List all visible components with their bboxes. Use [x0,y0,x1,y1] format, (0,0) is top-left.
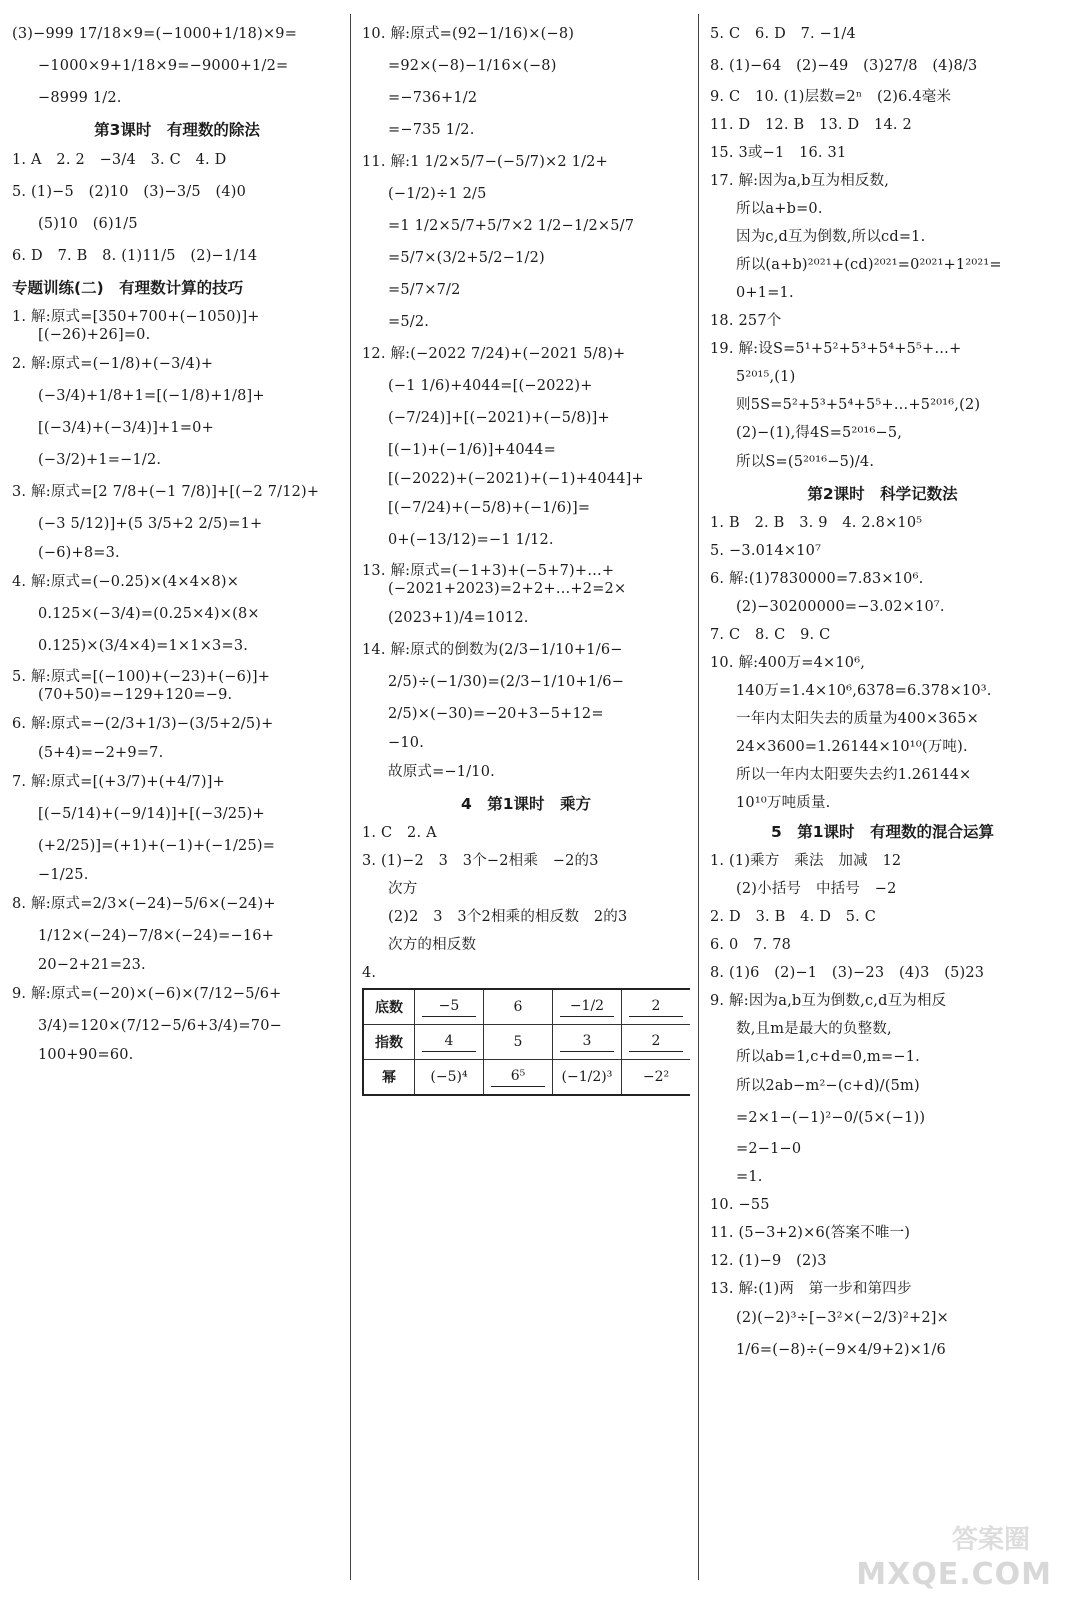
cell-value: −1/2 [560,998,614,1017]
table-cell [415,1060,484,1096]
section-heading-mixed-operations: 5 第1课时 有理数的混合运算 [770,823,995,841]
answer-line: (−7/24)]+[(−2021)+(−5/8)]+ [388,410,610,426]
answer-line: (2)小括号 中括号 −2 [736,881,897,897]
table-cell [483,1060,552,1096]
answer-line: (−3/2)+1=−1/2. [38,452,162,468]
section-heading-special-training: 专题训练(二) 有理数计算的技巧 [12,279,244,297]
answer-line: 3. (1)−2 3 3个−2相乘 −2的3 [362,853,599,869]
cell-value: 5 [513,1034,523,1050]
answer-line: 11. 解:1 1/2×5/7−(−5/7)×2 1/2+ [362,154,608,170]
answer-line: 6. D 7. B 8. (1)11/5 (2)−1/14 [12,248,258,264]
table-cell [483,989,552,1025]
watermark-logo: 答案圈 [951,1525,1030,1555]
answer-line: 12. 解:(−2022 7/24)+(−2021 5/8)+ [362,346,626,362]
answer-line: [(−7/24)+(−5/8)+(−1/6)]= [388,500,591,516]
answer-line: 2. 解:原式=(−1/8)+(−3/4)+ [12,356,214,372]
answer-line: (5)10 (6)1/5 [38,216,138,232]
answer-line: −1000×9+1/18×9=−9000+1/2= [38,58,289,74]
answer-line: 次方 [388,881,418,897]
answer-line: 所以(a+b)²⁰²¹+(cd)²⁰²¹=0²⁰²¹+1²⁰²¹= [736,257,1002,273]
table-cell [415,989,484,1025]
answer-line: 11. (5−3+2)×6(答案不唯一) [710,1225,911,1241]
table-row [363,1025,690,1060]
answer-line: 0+1=1. [736,285,794,301]
column-middle [362,14,690,1580]
cell-value: 2 [629,998,683,1017]
answer-line: 8. 解:原式=2/3×(−24)−5/6×(−24)+ [12,896,276,912]
answer-line: (2)(−2)³÷[−3²×(−2/3)²+2]× [736,1310,949,1326]
answer-line: 一年内太阳失去的质量为400×365× [736,711,979,727]
cell-value: 3 [560,1033,614,1052]
answer-line: 15. 3或−1 16. 31 [710,145,847,161]
answer-line: 14. 解:原式的倒数为(2/3−1/10+1/6− [362,642,623,658]
answer-line: 数,且m是最大的负整数, [736,1021,892,1037]
answer-line: (70+50)=−129+120=−9. [38,687,233,703]
table-row [363,989,690,1025]
answer-line: 所以ab=1,c+d=0,m=−1. [736,1049,920,1065]
cell-value: (−1/2)³ [561,1069,613,1085]
section-heading-powers: 4 第1课时 乘方 [460,795,592,813]
answer-line: 1/6=(−8)÷(−9×4/9+2)×1/6 [736,1342,946,1358]
section-heading-scientific-notation: 第2课时 科学记数法 [807,485,958,503]
answer-line: [(−5/14)+(−9/14)]+[(−3/25)+ [38,806,265,822]
answer-line: 10¹⁰万吨质量. [736,795,831,811]
answer-line: 1. B 2. B 3. 9 4. 2.8×10⁵ [710,515,923,531]
answer-line: 19. 解:设S=5¹+5²+5³+5⁴+5⁵+…+ [710,341,962,357]
answer-line: 故原式=−1/10. [388,764,495,780]
answer-line: 所以a+b=0. [736,201,823,217]
answer-line: =1 1/2×5/7+5/7×2 1/2−1/2×5/7 [388,218,635,234]
column-divider-1 [350,14,351,1580]
column-left [12,14,342,1580]
table-header-base: 底数 [363,989,415,1025]
answer-line: −10. [388,735,425,751]
answer-line: 5. 解:原式=[(−100)+(−23)+(−6)]+ [12,669,271,685]
answer-line: 5. −3.014×10⁷ [710,543,822,559]
table-cell [621,1060,690,1096]
answer-line: 0.125)×(3/4×4)=1×1×3=3. [38,638,249,654]
answer-line: 2/5)÷(−1/30)=(2/3−1/10+1/6− [388,674,625,690]
answer-line: [(−2022)+(−2021)+(−1)+4044]+ [388,471,644,487]
answer-line: 9. C 10. (1)层数=2ⁿ (2)6.4毫米 [710,89,952,105]
answer-line: 1. (1)乘方 乘法 加减 12 [710,853,902,869]
answer-line: 1. A 2. 2 −3/4 3. C 4. D [12,152,227,168]
answer-line: 5. C 6. D 7. −1/4 [710,26,856,42]
table-cell [552,1060,621,1096]
table-header-power: 幂 [363,1060,415,1096]
table-cell [621,989,690,1025]
answer-line: 4. 解:原式=(−0.25)×(4×4×8)× [12,574,240,590]
watermark-text: MXQE.COM [856,1557,1052,1592]
answer-line: 2/5)×(−30)=−20+3−5+12= [388,706,604,722]
answer-line: −8999 1/2. [38,90,122,106]
answer-line: (−1/2)÷1 2/5 [388,186,487,202]
answer-line: =−736+1/2 [388,90,478,106]
answer-line: 0+(−13/12)=−1 1/12. [388,532,554,548]
answer-line: 20−2+21=23. [38,957,146,973]
answer-line: 9. 解:原式=(−20)×(−6)×(7/12−5/6+ [12,986,282,1002]
column-right [710,14,1055,1580]
answer-line: 7. C 8. C 9. C [710,627,831,643]
answer-line: =2−1−0 [736,1141,802,1157]
answer-line: 所以2ab−m²−(c+d)/(5m) [736,1078,920,1094]
answer-line: (5+4)=−2+9=7. [38,745,164,761]
table-cell [621,1025,690,1060]
answer-line: 5²⁰¹⁵,(1) [736,369,796,385]
table-header-exponent: 指数 [363,1025,415,1060]
answer-line: 18. 257个 [710,313,782,329]
answer-line: 所以一年内太阳要失去约1.26144× [736,767,972,783]
answer-line: 8. (1)−64 (2)−49 (3)27/8 (4)8/3 [710,58,978,74]
answer-line: −1/25. [38,867,89,883]
power-table [362,988,690,1096]
answer-line: 12. (1)−9 (2)3 [710,1253,827,1269]
answer-line: [(−3/4)+(−3/4)]+1=0+ [38,420,214,436]
answer-line: 24×3600=1.26144×10¹⁰(万吨). [736,739,968,755]
table-cell [483,1025,552,1060]
cell-value: 6⁵ [491,1068,545,1087]
cell-value: 4 [422,1033,476,1052]
answer-line: =5/7×(3/2+5/2−1/2) [388,250,545,266]
answer-line: (−6)+8=3. [38,545,120,561]
answer-line: =1. [736,1169,763,1185]
answer-line: 4. [362,965,377,981]
answer-line: =5/2. [388,314,430,330]
section-heading-division: 第3课时 有理数的除法 [94,121,260,139]
answer-line: 3. 解:原式=[2 7/8+(−1 7/8)]+[(−2 7/12)+ [12,484,320,500]
table-cell [552,989,621,1025]
answer-line: 则5S=5²+5³+5⁴+5⁵+…+5²⁰¹⁶,(2) [736,397,981,413]
answer-line: (2)−30200000=−3.02×10⁷. [736,599,945,615]
answer-line: 次方的相反数 [388,937,477,953]
answer-line: (−2021+2023)=2+2+…+2=2× [388,581,627,597]
answer-line: =5/7×7/2 [388,282,461,298]
answer-line: 1. C 2. A [362,825,437,841]
answer-line: 10. 解:400万=4×10⁶, [710,655,866,671]
answer-line: (−3 5/12)]+(5 3/5+2 2/5)=1+ [38,516,263,532]
answer-line: 7. 解:原式=[(+3/7)+(+4/7)]+ [12,774,225,790]
answer-line: 3/4)=120×(7/12−5/6+3/4)=70− [38,1018,282,1034]
answer-line: 所以S=(5²⁰¹⁶−5)/4. [736,454,875,470]
cell-value: 6 [513,999,523,1015]
answer-line: 9. 解:因为a,b互为倒数,c,d互为相反 [710,993,947,1009]
answer-line: 5. (1)−5 (2)10 (3)−3/5 (4)0 [12,184,247,200]
answer-line: 2. D 3. B 4. D 5. C [710,909,877,925]
answer-line: 1. 解:原式=[350+700+(−1050)]+ [12,309,260,325]
table-row [363,1060,690,1096]
answer-line: 17. 解:因为a,b互为相反数, [710,173,890,189]
answer-line: (+2/25)]=(+1)+(−1)+(−1/25)= [38,838,276,854]
answer-line: [(−1)+(−1/6)]+4044= [388,442,556,458]
answer-line: (2023+1)/4=1012. [388,610,529,626]
answer-line: (−3/4)+1/8+1=[(−1/8)+1/8]+ [38,388,265,404]
answer-line: =2×1−(−1)²−0/(5×(−1)) [736,1110,926,1126]
answer-line: 0.125×(−3/4)=(0.25×4)×(8× [38,606,260,622]
answer-line: (3)−999 17/18×9=(−1000+1/18)×9= [12,26,298,42]
answer-line: (2)2 3 3个2相乘的相反数 2的3 [388,909,628,925]
answer-line: 13. 解:(1)两 第一步和第四步 [710,1281,912,1297]
answer-line: 140万=1.4×10⁶,6378=6.378×10³. [736,683,992,699]
cell-value: −5 [422,998,476,1017]
column-divider-2 [698,14,699,1580]
answer-line: [(−26)+26]=0. [38,327,151,343]
cell-value: (−5)⁴ [430,1069,468,1085]
answer-line: 1/12×(−24)−7/8×(−24)=−16+ [38,928,275,944]
answer-line: 8. (1)6 (2)−1 (3)−23 (4)3 (5)23 [710,965,985,981]
answer-line: (2)−(1),得4S=5²⁰¹⁶−5, [736,425,903,441]
answer-line: 6. 解:原式=−(2/3+1/3)−(3/5+2/5)+ [12,716,274,732]
answer-line: =92×(−8)−1/16×(−8) [388,58,557,74]
answer-line: (−1 1/6)+4044=[(−2022)+ [388,378,593,394]
answer-line: 11. D 12. B 13. D 14. 2 [710,117,912,133]
answer-line: 10. 解:原式=(92−1/16)×(−8) [362,26,575,42]
table-cell [415,1025,484,1060]
answer-line: 10. −55 [710,1197,770,1213]
answer-line: 13. 解:原式=(−1+3)+(−5+7)+…+ [362,563,615,579]
answer-line: 因为c,d互为倒数,所以cd=1. [736,229,926,245]
cell-value: 2 [629,1033,683,1052]
answer-line: 100+90=60. [38,1047,134,1063]
cell-value: −2² [642,1069,670,1085]
answer-line: 6. 0 7. 78 [710,937,792,953]
answer-line: 6. 解:(1)7830000=7.83×10⁶. [710,571,924,587]
table-cell [552,1025,621,1060]
answer-line: =−735 1/2. [388,122,475,138]
